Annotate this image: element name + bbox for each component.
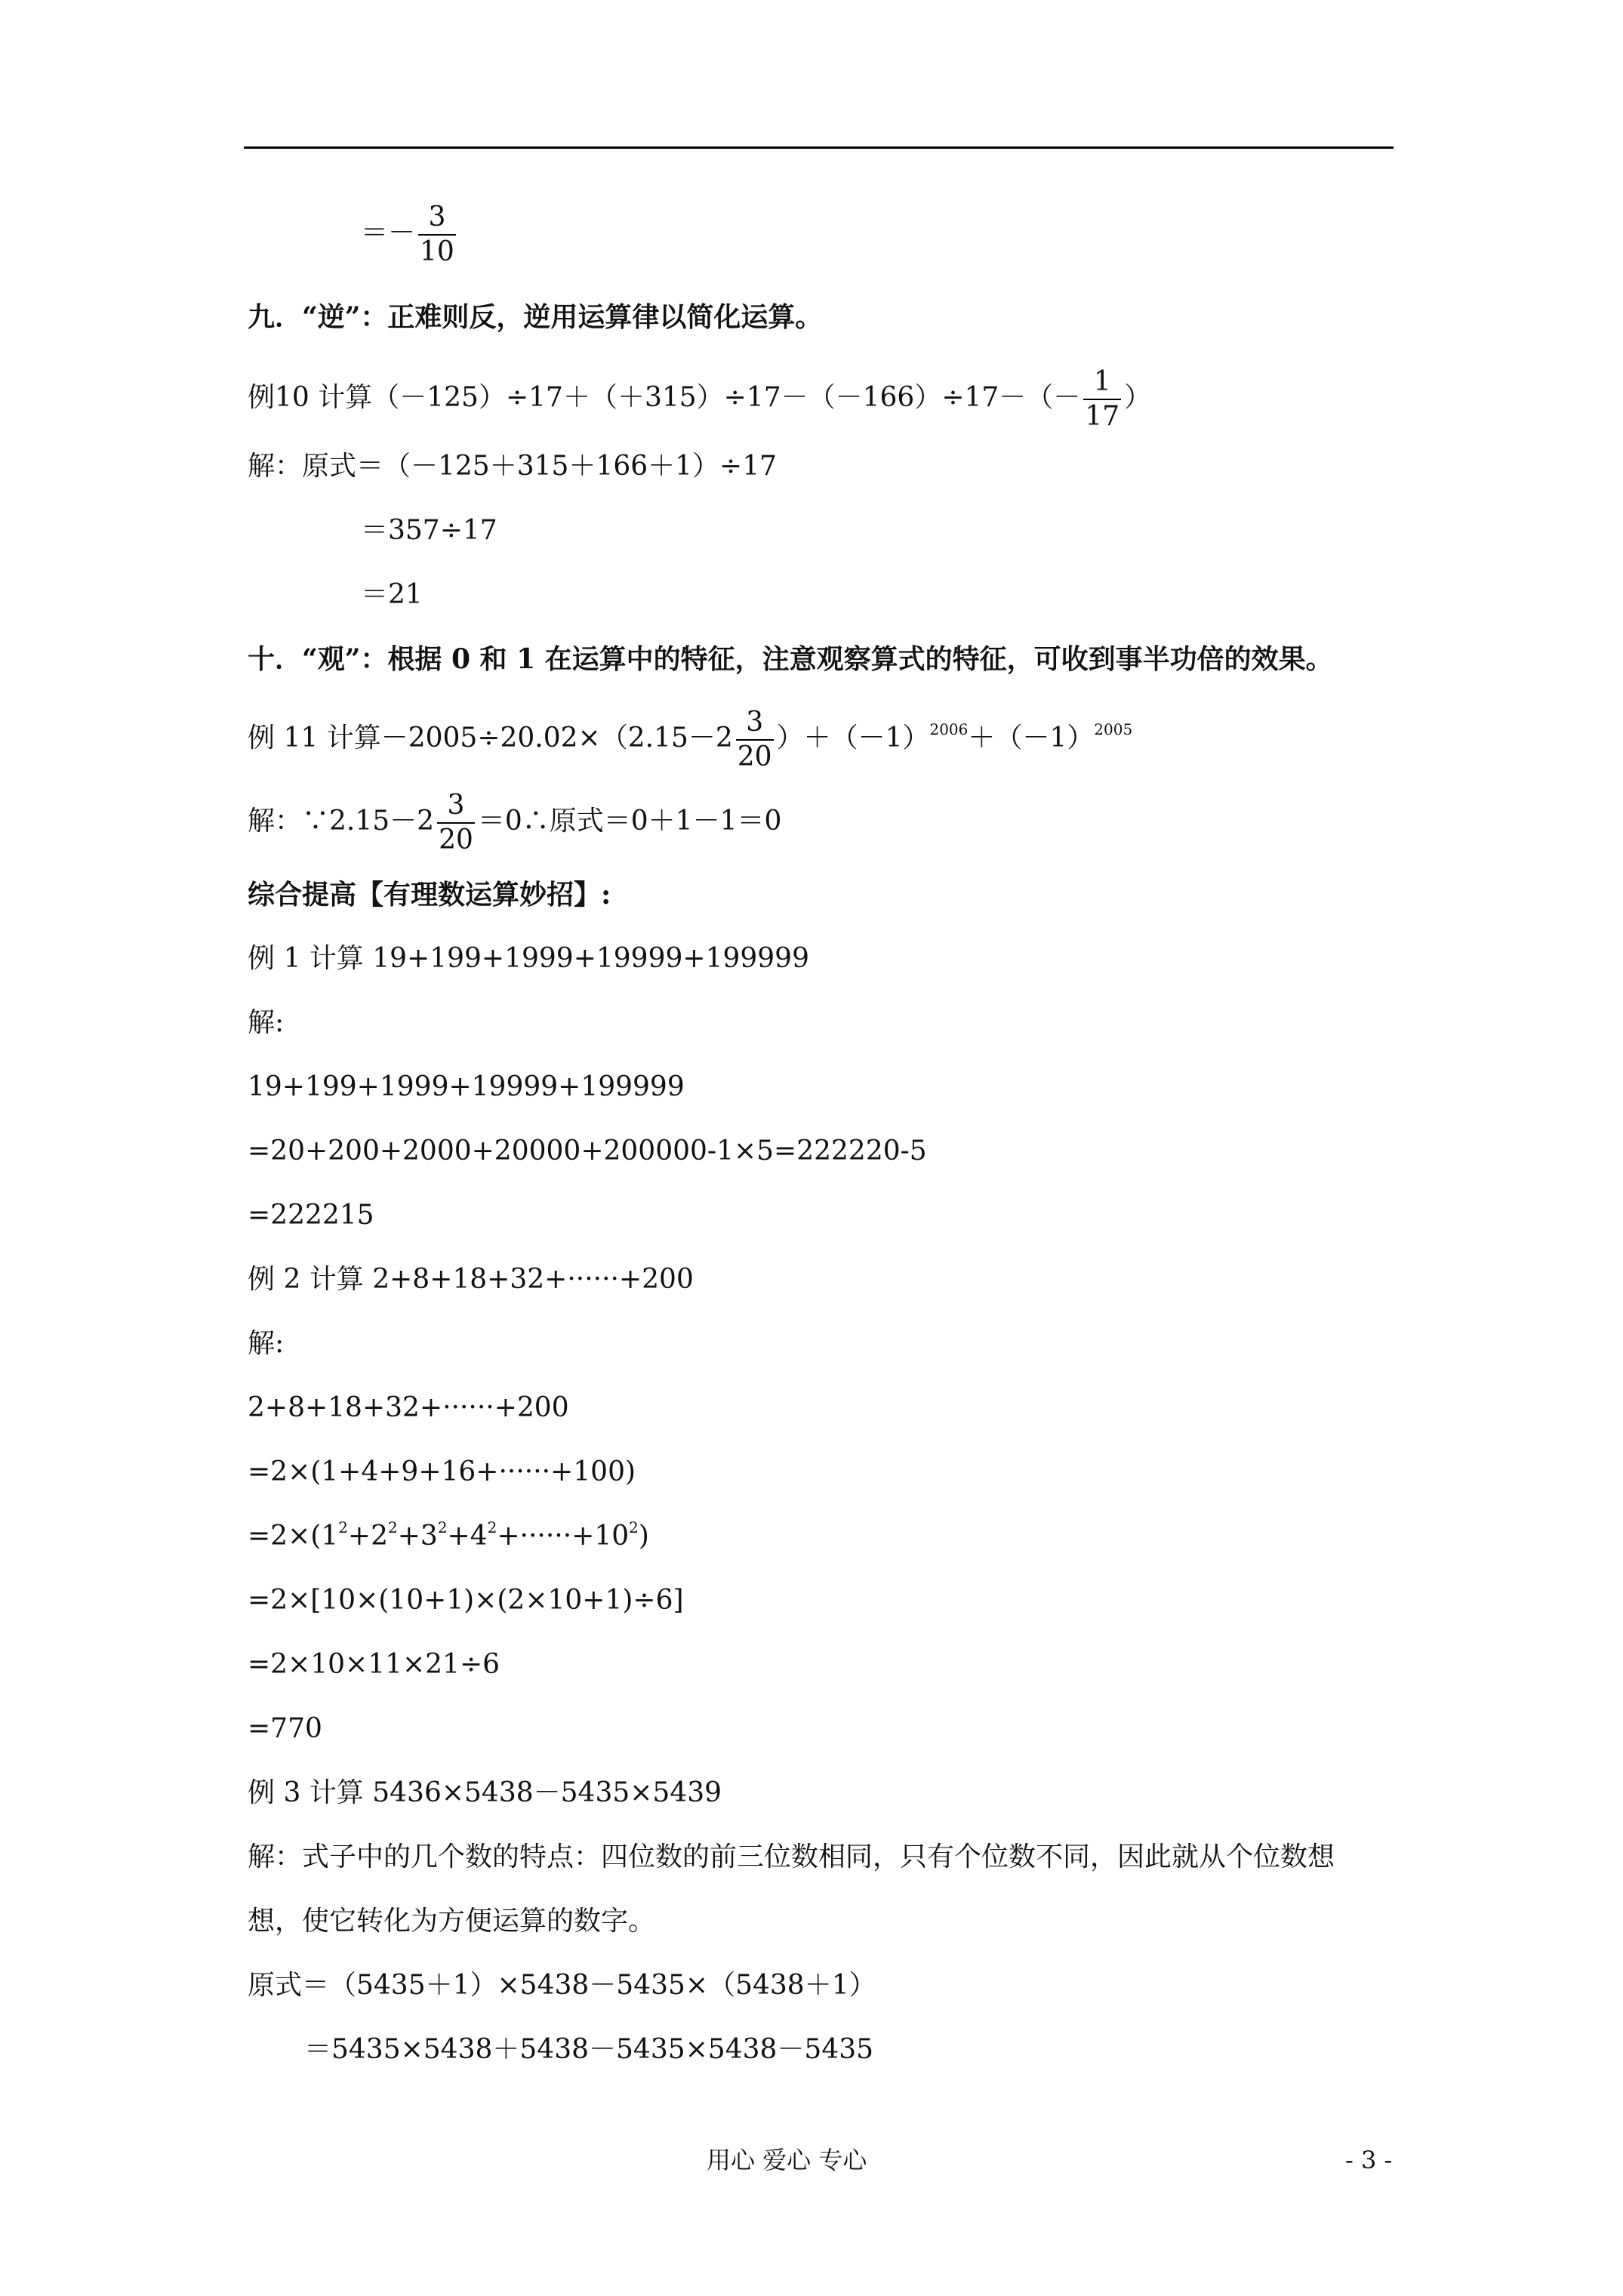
example-3-line: 例 3 计算 5436×5438－5435×5439 — [248, 1777, 722, 1808]
solution-line: 原式＝（5435＋1）×5438－5435×（5438＋1） — [248, 1970, 876, 2001]
text: =2×(1 — [248, 1521, 339, 1552]
footer-motto: 用心 爱心 专心 — [707, 2146, 867, 2174]
text: +······+10 — [497, 1521, 630, 1552]
text: 例10 计算（－125）÷17＋（＋315）÷17－（－166）÷17－（－ — [248, 382, 1081, 413]
text: ) — [638, 1521, 649, 1552]
text: ＋（－1） — [968, 723, 1095, 754]
text: +3 — [397, 1521, 438, 1552]
line-result-fraction — [361, 201, 459, 269]
denominator: 10 — [420, 236, 454, 267]
fraction — [1083, 365, 1121, 433]
section-heading-10: 十．“观”：根据 0 和 1 在运算中的特征，注意观察算式的特征，可收到事半功倍的效果。 — [248, 643, 1333, 675]
section-heading-9: 九．“逆”：正难则反，逆用运算律以简化运算。 — [248, 301, 823, 333]
page-number: - 3 - — [1345, 2146, 1393, 2174]
solution-label: 解: — [248, 1328, 285, 1359]
exponent: 2 — [338, 1518, 348, 1536]
solution-line: 2+8+18+32+······+200 — [248, 1392, 569, 1423]
solution-line: 想，使它转化为方便运算的数字。 — [248, 1906, 656, 1937]
denominator: 20 — [439, 824, 473, 855]
header-rule — [244, 146, 1394, 149]
numerator: 3 — [437, 789, 475, 824]
text: 解：∵2.15－2 — [248, 806, 435, 837]
example-2-line: 例 2 计算 2+8+18+32+······+200 — [248, 1264, 694, 1295]
solution-line: 19+199+1999+19999+199999 — [248, 1071, 685, 1102]
fraction — [736, 706, 774, 774]
solution-line: ＝21 — [361, 579, 423, 610]
text: ＝0∴原式＝0＋1－1＝0 — [477, 806, 782, 837]
solution-label: 解: — [248, 1007, 285, 1038]
fraction — [437, 789, 475, 857]
text: +2 — [347, 1521, 388, 1552]
exponent: 2 — [487, 1518, 497, 1536]
solution-line: 解：式子中的几个数的特点：四位数的前三位数相同，只有个位数不同，因此就从个位数想 — [248, 1841, 1335, 1872]
example-11-solution — [248, 789, 781, 857]
text: 例 11 计算－2005÷20.02×（2.15－2 — [248, 723, 733, 754]
solution-line-squares — [248, 1518, 649, 1552]
section-heading-summary: 综合提高【有理数运算妙招】: — [248, 879, 611, 911]
solution-line: 解：原式＝（－125＋315＋166＋1）÷17 — [248, 451, 778, 482]
solution-line: ＝5435×5438＋5438－5435×5438－5435 — [304, 2034, 874, 2065]
example-11-line — [248, 706, 1132, 774]
text: +4 — [447, 1521, 488, 1552]
text: ） — [1124, 382, 1152, 413]
exponent: 2 — [629, 1518, 639, 1536]
text: ＝－ — [361, 217, 416, 248]
exponent: 2 — [437, 1518, 448, 1536]
example-10-line — [248, 365, 1151, 433]
example-1-line: 例 1 计算 19+199+1999+19999+199999 — [248, 943, 809, 974]
text: ）＋（－1） — [776, 723, 930, 754]
fraction — [418, 201, 456, 269]
solution-line: =2×10×11×21÷6 — [248, 1649, 500, 1680]
numerator: 3 — [736, 706, 774, 741]
numerator: 1 — [1083, 365, 1121, 400]
solution-line: =770 — [248, 1713, 322, 1744]
solution-line: =20+200+2000+20000+200000-1×5=222220-5 — [248, 1136, 927, 1166]
solution-line: =2×[10×(10+1)×(2×10+1)÷6] — [248, 1585, 684, 1616]
solution-line: ＝357÷17 — [361, 515, 497, 546]
exponent: 2 — [388, 1518, 398, 1536]
solution-line: =2×(1+4+9+16+······+100) — [248, 1456, 636, 1487]
numerator: 3 — [418, 201, 456, 236]
exponent: 2006 — [929, 720, 969, 738]
solution-line: =222215 — [248, 1200, 374, 1231]
denominator: 17 — [1085, 401, 1120, 432]
exponent: 2005 — [1094, 720, 1133, 738]
denominator: 20 — [737, 741, 772, 772]
